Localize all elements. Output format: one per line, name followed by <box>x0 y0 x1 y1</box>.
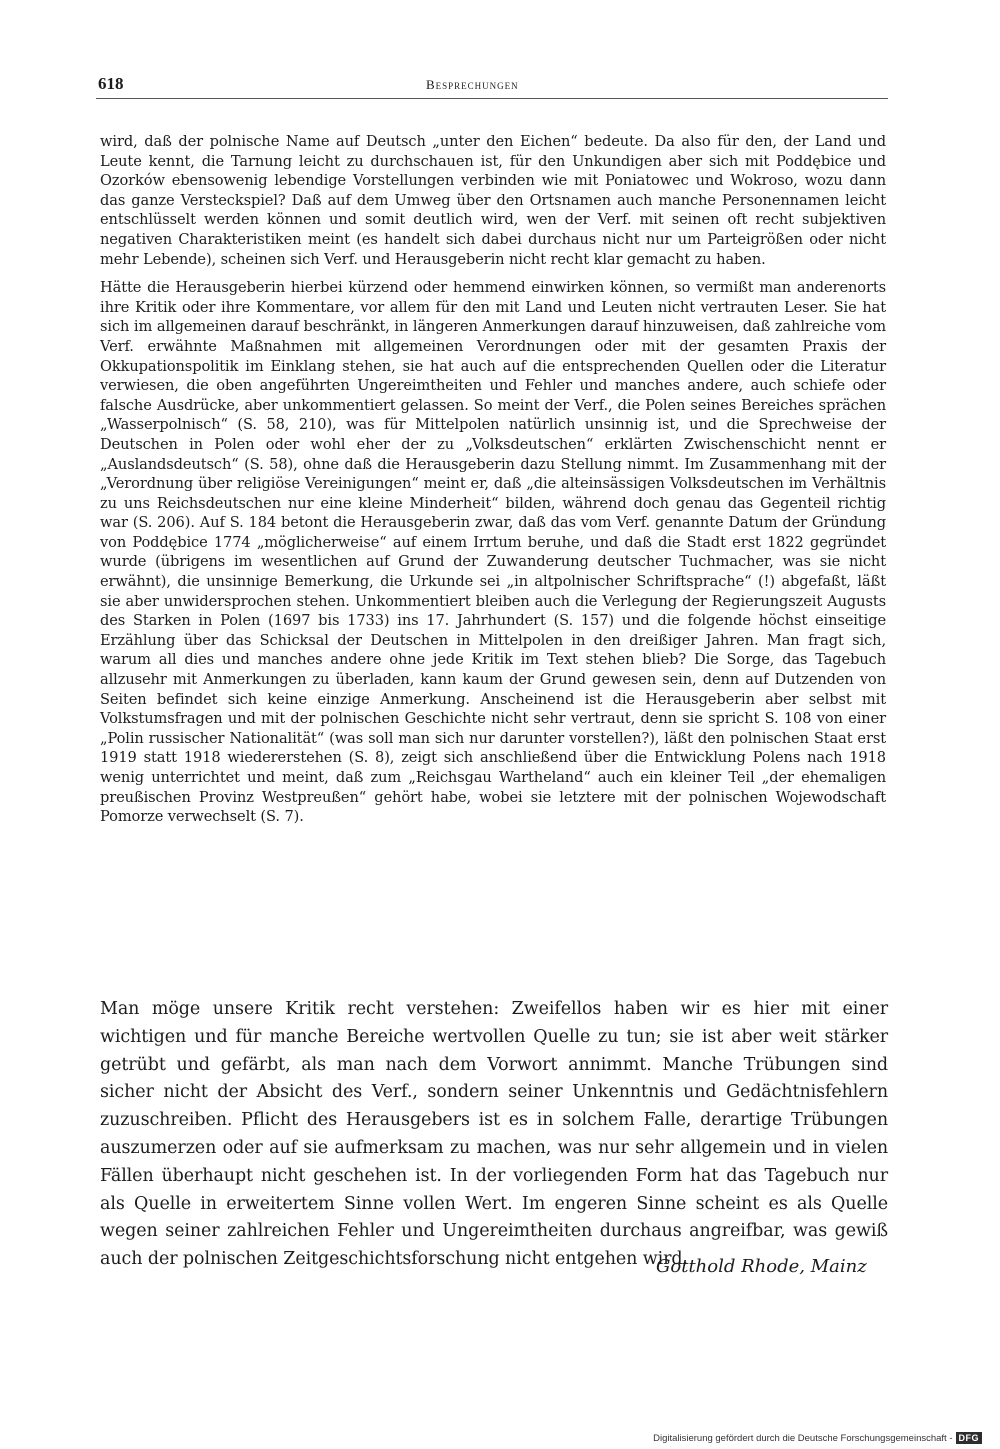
paragraph-2: Hätte die Herausgeberin hierbei kürzend oder hemmend einwirken können, so vermißt man anderenorts ihre Kritik oder ihre Kommentare, vor allem für den mit Land und Leuten nicht vertrauten Leser. Sie hat sich im allgemeinen darauf beschränkt, in längeren Anmerkungen darauf hinzuweisen, daß zahlreiche vom Verf. erwähnte Maßnahmen mit allgemeinen Verordnungen oder mit der gesamten Praxis der Okkupationspolitik im Einklang stehen, sie hat auch auf die entsprechenden Quellen oder die Literatur verwiesen, die oben angeführten Ungereimtheiten und Fehler und manches andere, auch schiefe oder falsche Ausdrücke, aber unkommentiert gelassen. So meint der Verf., die Polen seines Bereiches sprächen „Wasserpolnisch“ (S. 58, 210), was für Mittelpolen natürlich unsinnig ist, und die Sprechweise der Deutschen in Polen oder wohl eher der zu „Volksdeutschen“ erklärten Zwischenschicht nennt er „Auslandsdeutsch“ (S. 58), ohne daß die Herausgeberin dazu Stellung nimmt. Im Zusammenhang mit der „Verordnung über religiöse Vereinigungen“ meint er, daß „die alteinsässigen Volksdeutschen im Verhältnis zu uns Reichsdeutschen nur eine kleine Minderheit“ bilden, während doch genau das Gegenteil richtig war (S. 206). Auf S. 184 betont die Herausgeberin zwar, daß das vom Verf. genannte Datum der Gründung von Poddębice 1774 „möglicherweise“ auf einem Irrtum beruhe, und daß die Stadt erst 1822 gegründet wurde (übrigens im wesentlichen auf Grund der Zuwanderung deutscher Tuchmacher, was sie nicht erwähnt), die unsinnige Bemerkung, die Urkunde sei „in altpolnischer Schriftsprache“ (!) abgefaßt, läßt sie aber unwidersprochen stehen. Unkommentiert bleiben auch die Verlegung der Regierungszeit Augusts des Starken in Polen (1697 bis 1733) ins 17. Jahrhundert (S. 157) und die folgende höchst einseitige Erzählung über das Schicksal der Deutschen in Mittelpolen in den dreißiger Jahren. Man fragt sich, warum all dies und manches andere ohne jede Kritik im Text stehen blieb? Die Sorge, das Tagebuch allzusehr mit Anmerkungen zu überladen, kann kaum der Grund gewesen sein, denn auf Dutzenden von Seiten befindet sich keine einzige Anmerkung. Anscheinend ist die Herausgeberin aber selbst mit Volkstumsfragen und mit der polnischen Geschichte nicht sehr vertraut, denn sie spricht S. 108 von einer „Polin russischer Nationalität“ (was soll man sich nur darunter vorstellen?), läßt den polnischen Staat erst 1919 statt 1918 wiedererstehen (S. 8), zeigt sich anschließend über die Entwicklung Polens nach 1918 wenig unterrichtet und meint, daß zum „Reichsgau Wartheland“ auch ein kleiner Teil „der ehemaligen preußischen Provinz Westpreußen“ gehört habe, wobei sie letztere mit der polnischen Wojewodschaft Pomorze verwechselt (S. 7). <box>100 279 886 826</box>
review-body <box>100 132 886 827</box>
running-head: Besprechungen <box>426 77 519 92</box>
paragraph-1: wird, daß der polnische Name auf Deutsch „unter den Eichen“ bedeute. Da also für den, der Land und Leute kennt, die Tarnung leicht zu durchschauen ist, für den Unkundigen aber sich mit Poddębice und Ozorków ebensowenig lebendige Vorstellungen verbinden wie mit Poniatowec und Wokroso, wozu dann das ganze Versteckspiel? Daß auf dem Umweg über den Ortsnamen auch manche Personennamen leicht entschlüsselt werden können und somit deutlich wird, wen der Verf. mit seinen oft recht subjektiven negativen Charakteristiken meint (es handelt sich dabei durchaus nicht nur um Parteigrößen oder nicht mehr Lebende), scheinen sich Verf. und Herausgeberin nicht recht klar gemacht zu haben. <box>100 133 886 268</box>
author-signature: Gotthold Rhode, Mainz <box>656 1256 867 1277</box>
page-header <box>96 74 888 99</box>
dfg-logo-icon: DFG <box>956 1432 983 1444</box>
footer-credit: Digitalisierung gefördert durch die Deutsche Forschungsgemeinschaft - <box>653 1432 953 1444</box>
page-number: 618 <box>98 74 124 93</box>
paragraph-3: Man möge unsere Kritik recht verstehen: Zweifellos haben wir es hier mit einer wichtigen und für manche Bereiche wertvollen Quelle zu tun; sie ist aber weit stärker getrübt und gefärbt, als man nach dem Vorwort annimmt. Manche Trübungen sind sicher nicht der Absicht des Verf., sondern seiner Unkenntnis und Gedächtnisfehlern zuzuschreiben. Pflicht des Herausgebers ist es in solchem Falle, derartige Trübungen auszumerzen oder auf sie aufmerksam zu machen, was nur sehr allgemein und in vielen Fällen überhaupt nicht geschehen ist. In der vorliegenden Form hat das Tagebuch nur als Quelle in erweitertem Sinne vollen Wert. Im engeren Sinne scheint es als Quelle wegen seiner zahlreichen Fehler und Ungereimtheiten durchaus angreifbar, was gewiß auch der polnischen Zeitgeschichtsforschung nicht entgehen wird. <box>100 999 888 1270</box>
digitization-footer <box>653 1431 982 1445</box>
